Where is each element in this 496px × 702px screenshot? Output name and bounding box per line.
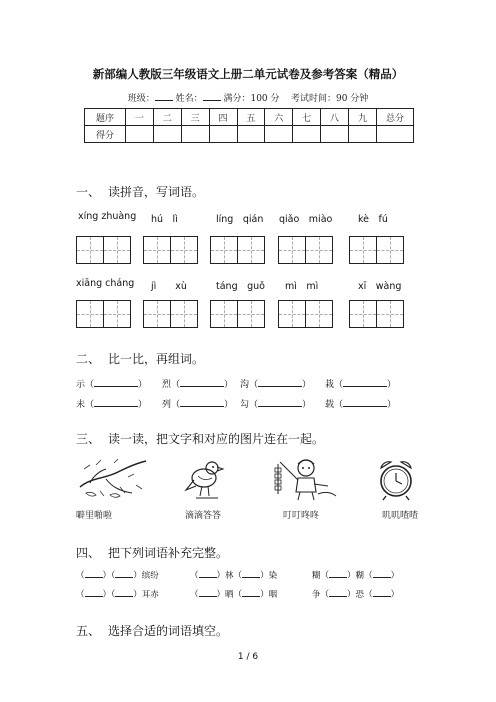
answer-blank[interactable] [94, 378, 138, 387]
score-header: 五 [237, 109, 265, 126]
score-row-label: 得分 [85, 126, 126, 143]
exam-info [0, 91, 496, 104]
score-header: 三 [181, 109, 209, 126]
fill-char: 耳赤 [141, 590, 159, 600]
score-header: 一 [126, 109, 154, 126]
answer-blank[interactable] [242, 589, 260, 597]
answer-blank[interactable] [373, 589, 391, 597]
writing-grid[interactable] [349, 300, 377, 328]
writing-grid[interactable] [76, 300, 104, 328]
fill-item: （ ）（ ）缤纷 [76, 571, 159, 581]
score-header: 八 [321, 109, 349, 126]
full-score: 满分：100 分 [223, 94, 280, 104]
page-number: 1 / 6 [237, 652, 259, 662]
writing-grid[interactable] [103, 236, 131, 264]
section2-number: 二、 [76, 352, 101, 366]
fill-item: 糊（ ）糊（ ） [312, 571, 400, 581]
pinyin: kè fú [358, 214, 388, 225]
answer-blank[interactable] [115, 589, 133, 597]
writing-grid[interactable] [170, 300, 198, 328]
section4-title: 把下列词语补充完整。 [108, 546, 229, 560]
fill-char: 晒 [225, 590, 234, 600]
writing-grid[interactable] [376, 300, 404, 328]
fill-item: （ ）林（ ）染 [190, 571, 278, 581]
pinyin: jì xù [151, 281, 187, 292]
writing-grid[interactable] [237, 300, 265, 328]
fill-char: 糊 [355, 571, 365, 581]
pinyin: mì mì [285, 281, 319, 292]
answer-blank[interactable] [329, 570, 347, 578]
answer-blank[interactable] [343, 378, 387, 387]
fill-item: 争（ ）恐（ ） [312, 590, 400, 600]
answer-blank[interactable] [85, 589, 103, 597]
fill-char: 糊 [312, 571, 321, 581]
answer-blank[interactable] [258, 378, 302, 387]
compare-char: 栽 [325, 380, 335, 390]
section2-title: 比一比，再组词。 [108, 352, 205, 366]
compare-item: 烈（ ） [162, 380, 234, 390]
section5-title: 选择合适的词语填空。 [108, 624, 229, 638]
compare-char: 载 [325, 400, 335, 410]
score-cell[interactable] [293, 126, 321, 143]
score-cell[interactable] [321, 126, 349, 143]
picture-label[interactable]: 噼里啪啦 [76, 511, 113, 521]
score-cell[interactable] [181, 126, 209, 143]
score-cell[interactable] [153, 126, 181, 143]
score-cell[interactable] [349, 126, 377, 143]
picture-label[interactable]: 叽叽喳喳 [382, 511, 419, 521]
bird-picture[interactable] [182, 456, 226, 504]
section4-heading [76, 544, 228, 561]
fill-char: 染 [268, 571, 278, 581]
answer-blank[interactable] [199, 570, 217, 578]
score-header: 题序 [85, 109, 126, 126]
score-header: 七 [293, 109, 321, 126]
writing-grid[interactable] [349, 236, 377, 264]
writing-grid[interactable] [237, 236, 265, 264]
writing-grid[interactable] [376, 236, 404, 264]
name-label: 姓名： [175, 94, 203, 104]
answer-blank[interactable] [115, 570, 133, 578]
fill-char: 恐 [355, 590, 365, 600]
answer-blank[interactable] [343, 398, 387, 407]
compare-item: 未（ ） [76, 400, 148, 410]
section1-heading [76, 183, 204, 200]
compare-char: 未 [76, 400, 86, 410]
clock-picture[interactable] [374, 456, 418, 502]
class-label: 班级： [127, 94, 155, 104]
fill-item: （ ）（ ）耳赤 [76, 590, 159, 600]
answer-blank[interactable] [373, 570, 391, 578]
score-header: 六 [265, 109, 293, 126]
answer-blank[interactable] [329, 589, 347, 597]
compare-item: 勾（ ） [240, 400, 312, 410]
section1-number: 一、 [76, 185, 101, 199]
score-header: 二 [153, 109, 181, 126]
fill-item: （ ）晒（ ）咽 [190, 590, 278, 600]
pinyin: qiǎo miào [279, 214, 333, 225]
answer-blank[interactable] [242, 570, 260, 578]
writing-grid[interactable] [76, 236, 104, 264]
compare-char: 烈 [162, 380, 172, 390]
writing-grid[interactable] [278, 236, 306, 264]
fill-char: 缤纷 [141, 571, 159, 581]
fill-char: 争 [312, 590, 321, 600]
writing-grid[interactable] [305, 300, 333, 328]
pinyin: hú lì [151, 214, 178, 225]
score-table [84, 108, 414, 143]
answer-blank[interactable] [180, 378, 224, 387]
section2-heading [76, 350, 204, 367]
fill-char: 林 [225, 571, 234, 581]
writing-grid[interactable] [170, 236, 198, 264]
pinyin: líng qián [216, 214, 264, 225]
class-blank [155, 92, 173, 101]
compare-item: 示（ ） [76, 380, 148, 390]
compare-char: 列 [162, 400, 172, 410]
writing-grid[interactable] [143, 236, 171, 264]
section5-heading [76, 622, 228, 639]
score-header: 九 [349, 109, 377, 126]
score-value-row [85, 126, 414, 143]
compare-char: 沟 [240, 380, 250, 390]
answer-blank[interactable] [258, 398, 302, 407]
picture-label[interactable]: 滴滴答答 [185, 511, 222, 521]
answer-blank[interactable] [180, 398, 224, 407]
section3-number: 三、 [76, 432, 101, 446]
pinyin: xī wàng [358, 281, 402, 292]
writing-grid[interactable] [210, 236, 238, 264]
writing-grid[interactable] [210, 300, 238, 328]
writing-grid[interactable] [305, 236, 333, 264]
compare-char: 示 [76, 380, 86, 390]
answer-blank[interactable] [85, 570, 103, 578]
fill-char: 咽 [268, 590, 278, 600]
pinyin: xíng zhuàng [78, 211, 137, 222]
child-picture[interactable] [268, 454, 340, 502]
score-header: 总分 [377, 109, 414, 126]
pinyin: xiāng cháng [76, 278, 135, 289]
name-blank [203, 92, 221, 101]
score-cell[interactable] [377, 126, 414, 143]
exam-time: 考试时间：90 分钟 [290, 94, 369, 104]
document-title: 新部编人教版三年级语文上册二单元试卷及参考答案（精品） [92, 67, 404, 81]
section4-number: 四、 [76, 546, 101, 560]
section5-number: 五、 [76, 624, 101, 638]
score-cell[interactable] [237, 126, 265, 143]
section3-title: 读一读，把文字和对应的图片连在一起。 [108, 432, 325, 446]
compare-item: 载（ ） [325, 400, 397, 410]
section3-heading [76, 430, 324, 447]
branch-picture[interactable] [76, 457, 148, 501]
score-header-row [85, 109, 414, 126]
compare-item: 列（ ） [162, 400, 234, 410]
score-cell[interactable] [209, 126, 237, 143]
writing-grid[interactable] [143, 300, 171, 328]
writing-grid[interactable] [103, 300, 131, 328]
score-cell[interactable] [126, 126, 154, 143]
answer-blank[interactable] [199, 589, 217, 597]
compare-item: 栽（ ） [325, 380, 397, 390]
writing-grid[interactable] [278, 300, 306, 328]
score-header: 四 [209, 109, 237, 126]
compare-char: 勾 [240, 400, 250, 410]
section1-title: 读拼音，写词语。 [108, 185, 205, 199]
score-cell[interactable] [265, 126, 293, 143]
answer-blank[interactable] [94, 398, 138, 407]
picture-label[interactable]: 叮叮咚咚 [283, 511, 320, 521]
pinyin: táng guǒ [216, 281, 265, 292]
compare-item: 沟（ ） [240, 380, 312, 390]
